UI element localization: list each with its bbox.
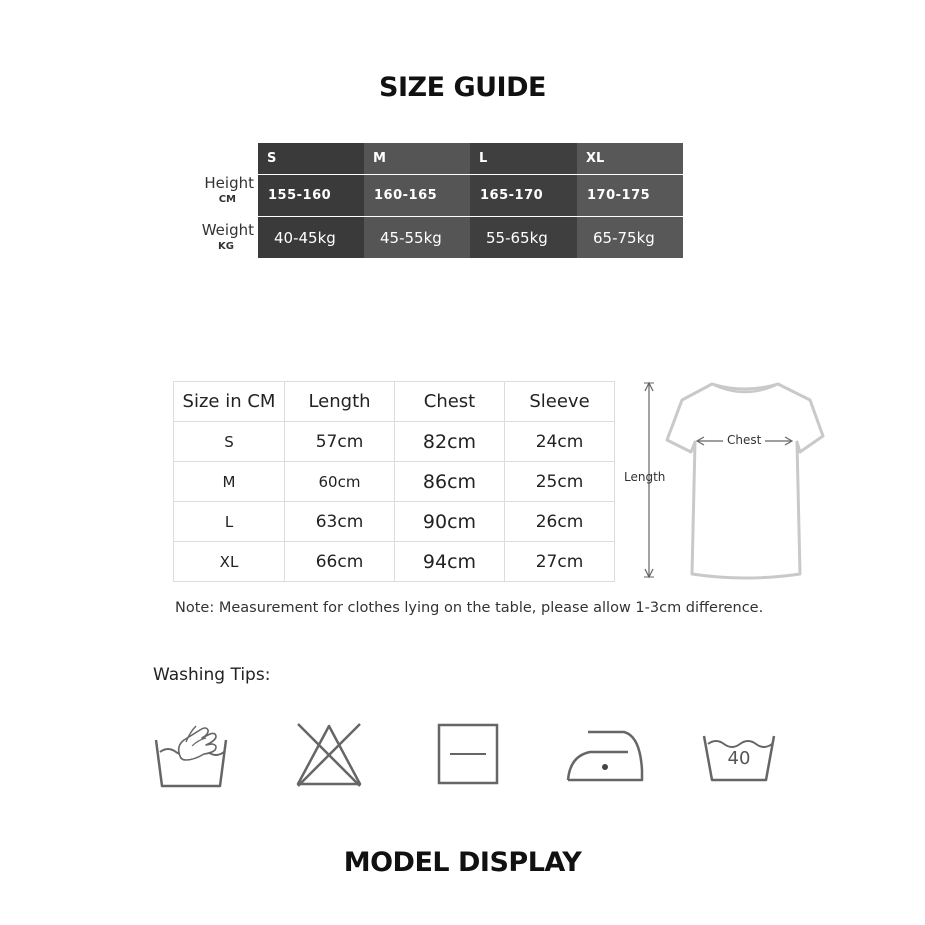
weight-cell-s: 40-45kg: [258, 217, 364, 258]
table-row: [174, 542, 615, 582]
size-header-l: L: [470, 143, 577, 174]
sleeve-cell: 24cm: [505, 422, 615, 462]
tshirt-diagram: [620, 378, 830, 583]
height-label: Height: [204, 174, 254, 192]
measurement-note: Note: Measurement for clothes lying on the table, please allow 1-3cm difference.: [175, 600, 764, 616]
size-header-s: S: [258, 143, 364, 174]
header-size-in-cm: Size in CM: [174, 382, 285, 422]
weight-label: Weight: [201, 221, 254, 239]
sleeve-cell: 27cm: [505, 542, 615, 582]
header-chest: Chest: [395, 382, 505, 422]
height-row-label: [196, 174, 254, 205]
chest-cell: 94cm: [395, 542, 505, 582]
header-length: Length: [285, 382, 395, 422]
measurement-table: [173, 381, 615, 582]
size-cell: S: [174, 422, 285, 462]
sleeve-cell: 25cm: [505, 462, 615, 502]
measurement-header-row: [174, 382, 615, 422]
wash-temperature: 40: [727, 748, 751, 769]
length-cell: 63cm: [285, 502, 395, 542]
height-cell-xl: 170-175: [577, 175, 683, 216]
length-cell: 57cm: [285, 422, 395, 462]
table-row: [174, 422, 615, 462]
height-cell-m: 160-165: [364, 175, 470, 216]
length-cell: 66cm: [285, 542, 395, 582]
weight-cell-l: 55-65kg: [470, 217, 577, 258]
header-sleeve: Sleeve: [505, 382, 615, 422]
length-cell: 60cm: [285, 462, 395, 502]
washing-tips-heading: Washing Tips:: [153, 665, 271, 685]
size-cell: XL: [174, 542, 285, 582]
size-height-weight-grid: [258, 143, 683, 258]
chest-cell: 86cm: [395, 462, 505, 502]
wash-40-icon: [698, 722, 780, 786]
size-header-m: M: [364, 143, 470, 174]
weight-unit: KG: [218, 241, 234, 252]
iron-low-heat-icon: [564, 722, 646, 786]
hand-wash-icon: [150, 718, 232, 790]
sleeve-cell: 26cm: [505, 502, 615, 542]
length-label: Length: [624, 470, 666, 484]
model-display-title: MODEL DISPLAY: [343, 847, 582, 878]
chest-label: Chest: [727, 433, 762, 447]
chest-cell: 82cm: [395, 422, 505, 462]
size-guide-title: SIZE GUIDE: [379, 72, 546, 103]
do-not-bleach-icon: [292, 718, 366, 790]
dry-flat-icon: [436, 722, 500, 786]
table-row: [174, 502, 615, 542]
height-cell-l: 165-170: [470, 175, 577, 216]
size-cell: L: [174, 502, 285, 542]
size-header-xl: XL: [577, 143, 683, 174]
table-row: [174, 462, 615, 502]
height-cell-s: 155-160: [258, 175, 364, 216]
weight-cell-xl: 65-75kg: [577, 217, 683, 258]
size-cell: M: [174, 462, 285, 502]
weight-row-label: [196, 221, 254, 252]
weight-cell-m: 45-55kg: [364, 217, 470, 258]
height-unit: CM: [218, 194, 236, 205]
chest-cell: 90cm: [395, 502, 505, 542]
